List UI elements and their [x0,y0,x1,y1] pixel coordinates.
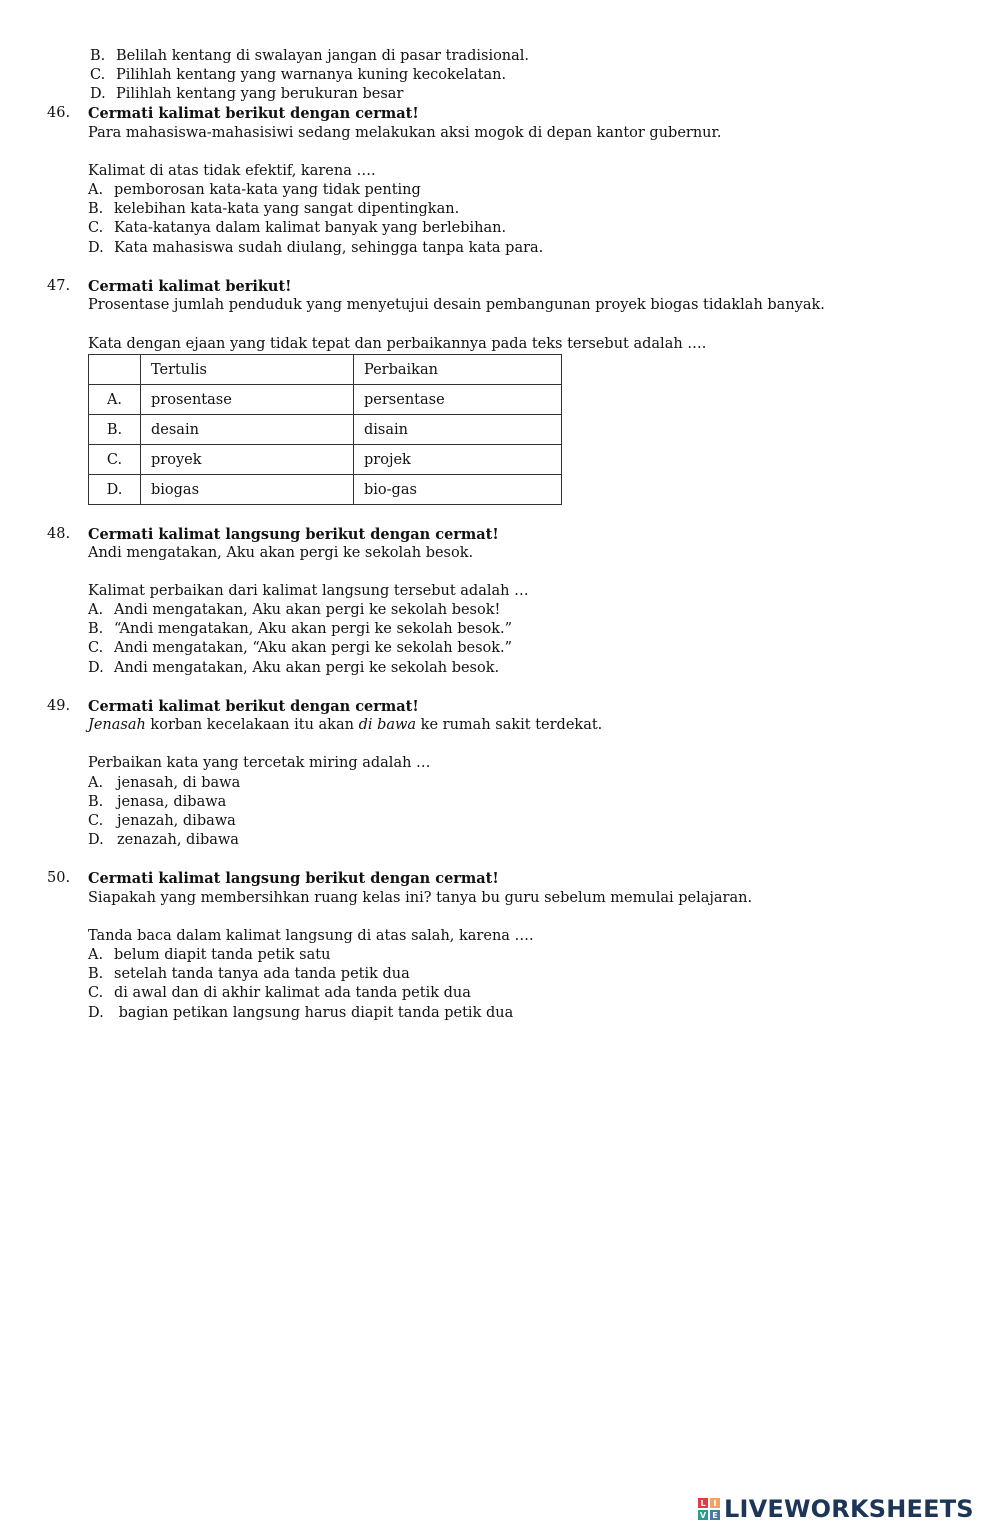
q46-question: Kalimat di atas tidak efektif, karena …. [88,163,376,179]
q50-instruction: Cermati kalimat langsung berikut dengan cermat! [88,870,499,887]
q48-option-c[interactable]: C. Andi mengatakan, “Aku akan pergi ke sekolah besok.” [88,640,513,656]
q46-number: 46. [47,105,71,121]
q47-question: Kata dengan ejaan yang tidak tepat dan perbaikannya pada teks tersebut adalah …. [88,336,707,352]
logo-letter-v: V [699,1510,707,1520]
logo-grid-icon [698,1498,720,1520]
q50-option-a[interactable]: A. belum diapit tanda petik satu [88,947,331,963]
table-cell: projek [354,445,562,475]
q49-question: Perbaikan kata yang tercetak miring adalah … [88,755,431,771]
q50-option-b[interactable]: B. setelah tanda tanya ada tanda petik dua [88,966,410,982]
q46-option-a[interactable]: A. pemborosan kata-kata yang tidak penting [88,182,421,198]
q46-option-d[interactable]: D. Kata mahasiswa sudah diulang, sehingga tanpa kata para. [88,240,544,256]
q50-option-d[interactable]: D. bagian petikan langsung harus diapit tanda petik dua [88,1005,514,1021]
q48-sentence: Andi mengatakan, Aku akan pergi ke sekolah besok. [88,545,474,561]
q47-number: 47. [47,278,71,294]
q47-instruction: Cermati kalimat berikut! [88,278,292,295]
table-row[interactable] [89,445,562,475]
table-cell: disain [354,415,562,445]
q50-question: Tanda baca dalam kalimat langsung di atas salah, karena …. [88,928,534,944]
table-cell: persentase [354,385,562,415]
q46-option-c[interactable]: C. Kata-katanya dalam kalimat banyak yang berlebihan. [88,220,507,236]
table-header-row [89,355,562,385]
q49-option-c[interactable]: C. jenazah, dibawa [88,813,236,829]
q48-instruction: Cermati kalimat langsung berikut dengan cermat! [88,526,499,543]
table-header-cell [89,355,141,385]
q48-number: 48. [47,526,71,542]
q47-answer-table [88,354,562,505]
q47-sentence: Prosentase jumlah penduduk yang menyetujui desain pembangunan proyek biogas tidaklah banyak. [88,297,825,313]
prev-option-b: B. Belilah kentang di swalayan jangan di pasar tradisional. [90,48,530,64]
q49-instruction: Cermati kalimat berikut dengan cermat! [88,698,419,715]
table-cell: D. [89,475,141,505]
table-cell: desain [141,415,354,445]
table-header-cell: Tertulis [141,355,354,385]
prev-option-d: D. Pilihlah kentang yang berukuran besar [90,86,404,102]
q49-sentence: Jenasah korban kecelakaan itu akan di bawa ke rumah sakit terdekat. [88,717,603,733]
table-cell: B. [89,415,141,445]
q46-sentence: Para mahasiswa-mahasisiwi sedang melakukan aksi mogok di depan kantor gubernur. [88,125,722,141]
logo-letter-i: I [710,1498,720,1508]
q50-number: 50. [47,870,71,886]
liveworksheets-logo[interactable] [698,1495,974,1523]
q48-option-b[interactable]: B. “Andi mengatakan, Aku akan pergi ke sekolah besok.” [88,621,513,637]
table-cell: prosentase [141,385,354,415]
q49-option-d[interactable]: D. zenazah, dibawa [88,832,239,848]
table-header-cell: Perbaikan [354,355,562,385]
table-cell: bio-gas [354,475,562,505]
table-cell: A. [89,385,141,415]
table-row[interactable] [89,385,562,415]
table-cell: C. [89,445,141,475]
table-cell: proyek [141,445,354,475]
q49-number: 49. [47,698,71,714]
q49-option-a[interactable]: A. jenasah, di bawa [88,775,241,791]
q46-option-b[interactable]: B. kelebihan kata-kata yang sangat dipentingkan. [88,201,460,217]
q49-option-b[interactable]: B. jenasa, dibawa [88,794,227,810]
logo-letter-l: L [698,1498,708,1508]
table-cell: biogas [141,475,354,505]
table-row[interactable] [89,475,562,505]
q50-option-c[interactable]: C. di awal dan di akhir kalimat ada tanda petik dua [88,985,471,1001]
q48-question: Kalimat perbaikan dari kalimat langsung tersebut adalah … [88,583,529,599]
q46-instruction: Cermati kalimat berikut dengan cermat! [88,105,419,122]
q48-option-a[interactable]: A. Andi mengatakan, Aku akan pergi ke sekolah besok! [88,602,501,618]
logo-wordmark: LIVEWORKSHEETS [724,1495,974,1523]
q50-sentence: Siapakah yang membersihkan ruang kelas ini? tanya bu guru sebelum memulai pelajaran. [88,890,753,906]
q48-option-d[interactable]: D. Andi mengatakan, Aku akan pergi ke sekolah besok. [88,660,500,676]
table-row[interactable] [89,415,562,445]
prev-option-c: C. Pilihlah kentang yang warnanya kuning kecokelatan. [90,67,507,83]
logo-letter-e: E [710,1510,720,1520]
